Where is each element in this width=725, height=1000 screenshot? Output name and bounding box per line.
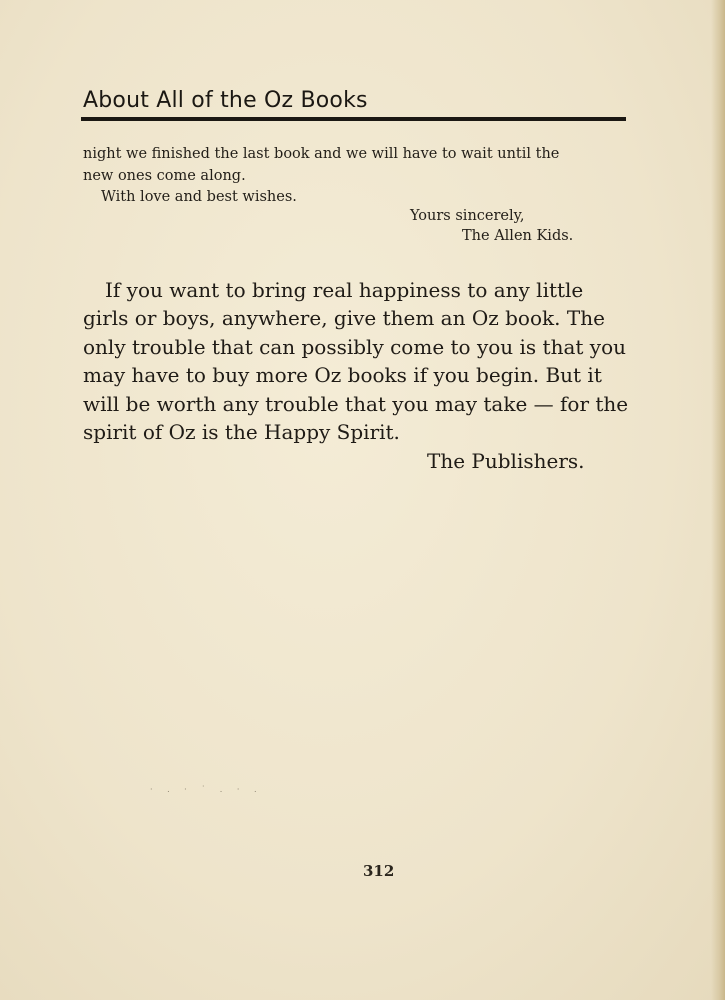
message-line-2: girls or boys, anywhere, give them an Oz book. The [83,306,605,330]
running-head: About All of the Oz Books [83,88,368,113]
message-line-5: will be worth any trouble that you may take — for the [83,392,629,416]
letter-line-2: new ones come along. [83,168,246,184]
message-line-3: only trouble that can possibly come to you is that you [83,335,626,359]
header-rule [81,117,626,121]
paper-specks: · . · ˙ . · . [150,785,263,794]
message-line-6: spirit of Oz is the Happy Spirit. [83,420,400,444]
letter-signature: The Allen Kids. [462,228,574,244]
page-number: 312 [363,862,395,880]
message-line-4: may have to buy more Oz books if you begin. But it [83,363,602,387]
letter-line-3: With love and best wishes. [101,189,297,205]
letter-line-1: night we finished the last book and we will have to wait until the [83,146,560,162]
letter-closing: Yours sincerely, [410,208,525,224]
message-line-1: If you want to bring real happiness to any little [105,278,584,302]
publisher-signature: The Publishers. [427,449,585,473]
page-edge-shadow [711,0,725,1000]
